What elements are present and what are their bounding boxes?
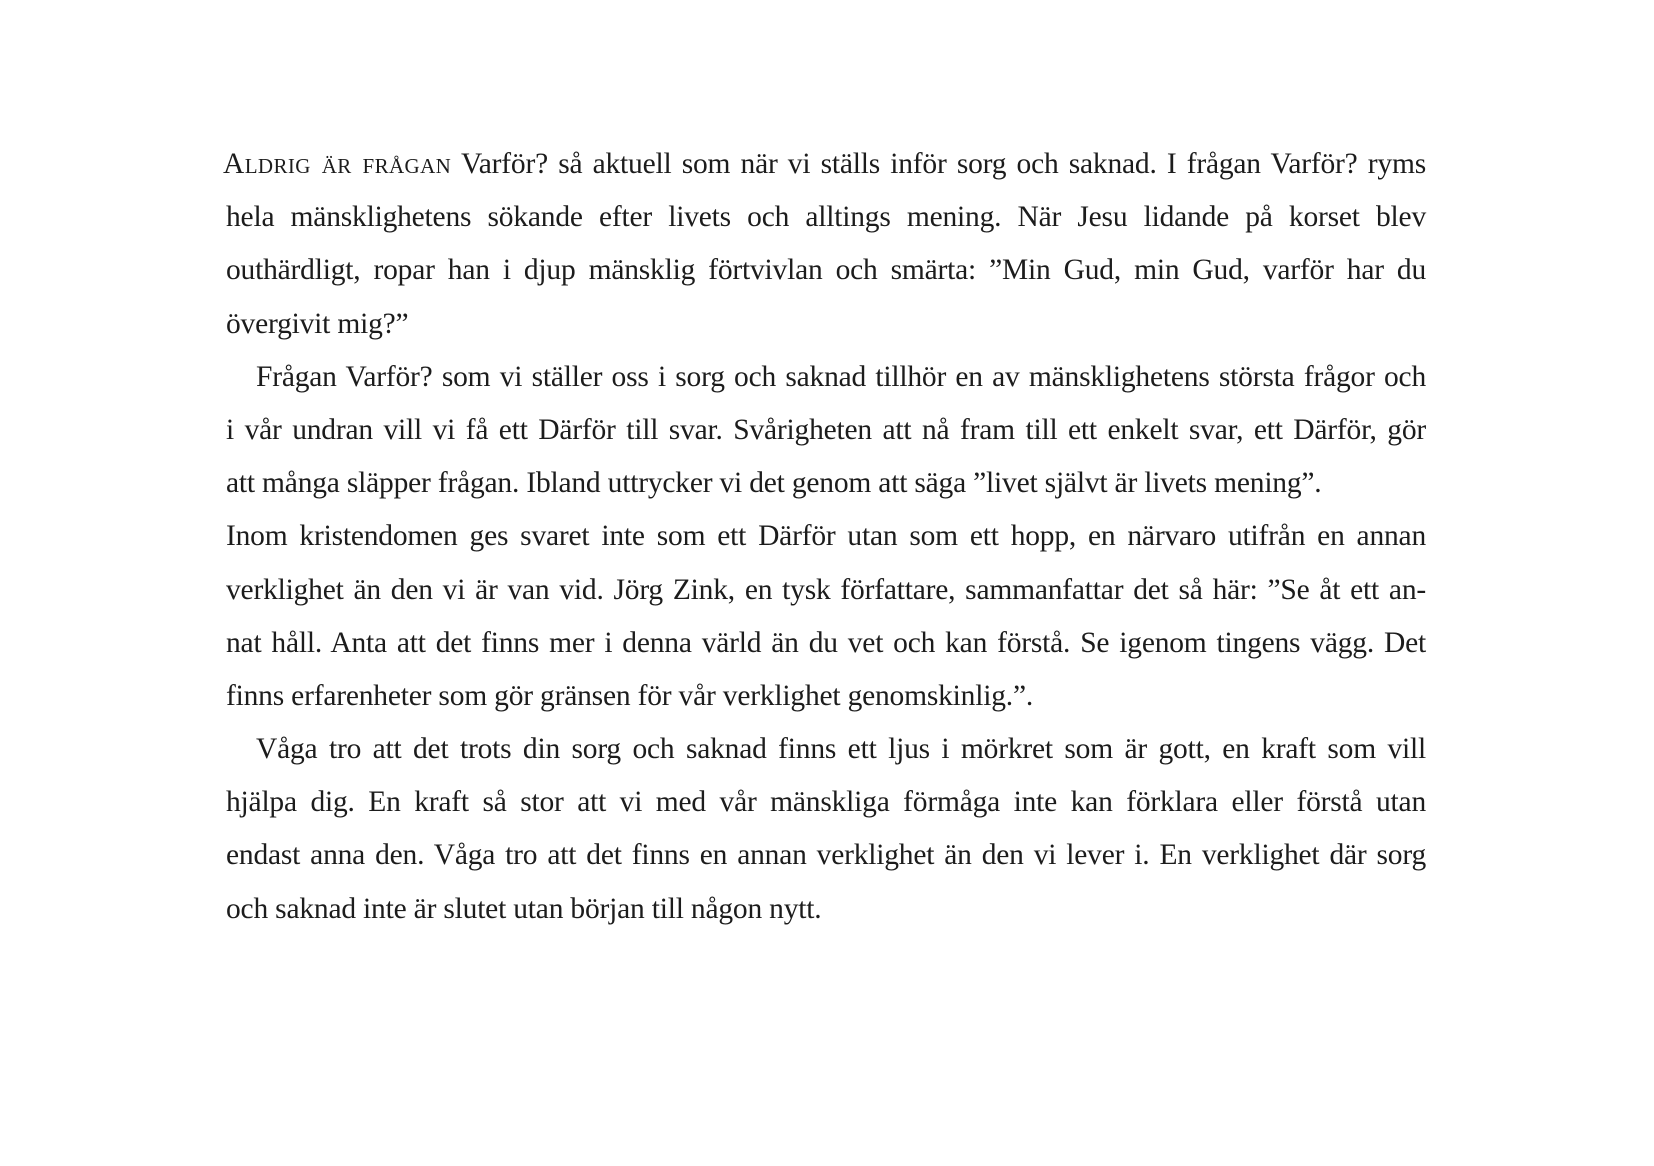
paragraph-1-line-1: Aldrig är frågan Varför? så aktuell som när vi ställs inför sorg och saknad. I frågan Varför? ryms: [223, 148, 1427, 180]
paragraph-2-line-3: att många släpper frågan. Ibland uttrycker vi det genom att säga ”livet självt är livets mening”.: [226, 467, 1322, 500]
paragraph-2-line-6: nat håll. Anta att det finns mer i denna värld än du vet och kan förstå. Se igenom tingens vägg. Det: [226, 626, 1426, 659]
paragraph-1-line-2: hela mänsklighetens sökande efter livets och alltings mening. När Jesu lidande på korset blev: [226, 201, 1426, 234]
paragraph-1-line-4: övergivit mig?”: [226, 307, 409, 340]
body-text: [223, 138, 1427, 936]
paragraph-3-line-2: hjälpa dig. En kraft så stor att vi med vår mänskliga förmåga inte kan förklara eller förstå utan: [226, 786, 1426, 819]
paragraph-2-line-7: finns erfarenheter som gör gränsen för vår verklighet genomskinlig.”.: [226, 679, 1034, 712]
paragraph-2-line-4: Inom kristendomen ges svaret inte som ett Därför utan som ett hopp, en närvaro utifrån en annan: [226, 520, 1426, 553]
paragraph-3-line-3: endast anna den. Våga tro att det finns en annan verklighet än den vi lever i. En verklighet där sorg: [226, 839, 1426, 872]
paragraph-3-line-4: och saknad inte är slutet utan början till någon nytt.: [226, 892, 822, 925]
paragraph-3-line-1: Våga tro att det trots din sorg och saknad finns ett ljus i mörkret som är gott, en kraft som vill: [256, 733, 1426, 766]
paragraph-2-line-1: Frågan Varför? som vi ställer oss i sorg och saknad tillhör en av mänsklighetens största frågor och: [256, 360, 1426, 393]
paragraph-2-line-5: verklighet än den vi är van vid. Jörg Zink, en tysk författare, sammanfattar det så här: ”Se åt ett an-: [226, 573, 1426, 606]
paragraph-2-line-2: i vår undran vill vi få ett Därför till svar. Svårigheten att nå fram till ett enkelt svar, ett Därför, gör: [226, 413, 1426, 446]
lead-in-small-caps: Aldrig är frågan: [223, 148, 452, 180]
paragraph-1-line-3: outhärdligt, ropar han i djup mänsklig förtvivlan och smärta: ”Min Gud, min Gud, varför har du: [226, 254, 1426, 287]
